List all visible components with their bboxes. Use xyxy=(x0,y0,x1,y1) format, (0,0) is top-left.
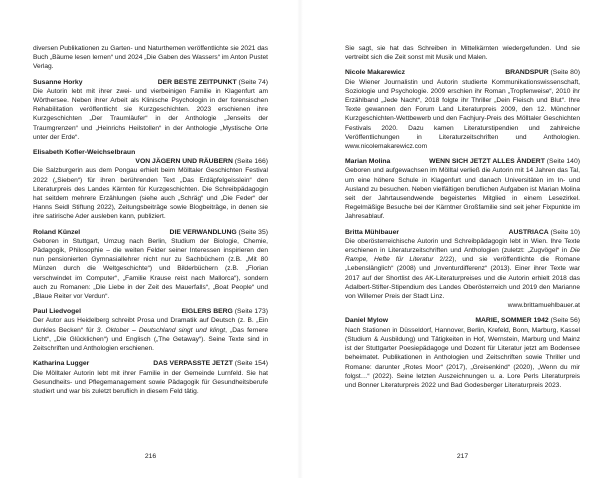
bio-text-part: , „Das fernere Licht“, „Die Glücklichen“) und Englisch („The Getaway“). Seine Texte sind in Zeitschriften und Anthologien erschienen. xyxy=(33,326,268,353)
left-intro-paragraph: diversen Publikationen zu Garten- und Naturthemen veröffentlichte sie 2021 das Buch „Bäume lesen lernen“ und 2024 „Die Gaben des Wassers“ im Anton Pustet Verlag. xyxy=(33,45,268,71)
author-heading xyxy=(345,68,580,77)
author-entry-lugger xyxy=(33,359,268,396)
page-number: 216 xyxy=(144,453,157,460)
bio-text-part: Die oberösterreichische Autorin und Schreibpädagogin lebt in Wien. Ihre Texte erschienen in Literaturzeitschriften und Anthologien (zuletzt: „Zugvögel“ in xyxy=(345,237,580,255)
story-title: EIGLERS BERG xyxy=(181,308,233,316)
story-title: VON JÄGERN UND RÄUBERN xyxy=(135,158,233,166)
author-bio xyxy=(345,78,580,152)
author-name: Roland Künzel xyxy=(33,228,81,236)
author-heading xyxy=(33,78,268,87)
author-name: Daniel Mylow xyxy=(345,317,389,325)
author-heading xyxy=(345,316,580,325)
author-heading xyxy=(33,307,268,316)
story-title: MARIE, SOMMER 1942 xyxy=(475,317,549,325)
page-reference: (Seite 56) xyxy=(550,317,580,325)
story-title: DAS VERPASSTE JETZT xyxy=(153,360,233,368)
author-name: Britta Mühlbauer xyxy=(345,228,400,236)
author-entry-horky xyxy=(33,78,268,142)
author-heading xyxy=(33,359,268,368)
author-bio: Geboren in Stuttgart, Umzug nach Berlin, Studium der Biologie, Chemie, Pädagogik, Philosophie – die weiten Felder seiner Interessen inspirieren den nun pensionierten Gymnasiallehrer nicht nur zu Sachbüchern (z.B. „Mit 80 Münzen durch die Weltgeschichte“) und Bilderbüchern (z.B. „Florian verschwindet im Computer“, „Familie Krause reist nach Mallorca“), sondern auch zu Romanen: „Die Liebe in der Zeit des Mauerfalls“, „Boat People“ und „Blaue Reiter vor Verdun“. xyxy=(33,237,268,301)
right-text-block xyxy=(345,44,580,390)
story-title-ref xyxy=(505,68,580,77)
right-intro-paragraph: Sie sagt, sie hat das Schreiben in Mittelkärnten wiedergefunden. Und sie vertreibt sich die Zeit sonst mit Musik und Malen. xyxy=(345,45,580,62)
author-website: www.brittamuehlbauer.at xyxy=(507,302,580,310)
story-title-ref xyxy=(181,307,268,316)
left-page xyxy=(33,0,268,478)
story-title-ref xyxy=(475,316,580,325)
page-reference: (Seite 166) xyxy=(234,158,268,166)
author-heading xyxy=(33,228,268,237)
author-name: Marian Molina xyxy=(345,158,391,166)
author-bio: Geboren und aufgewachsen im Mölltal verließ die Autorin mit 14 Jahren das Tal, um eine höhere Schule in Klagenfurt und danach Universitäten im In- und Ausland zu besuchen. Neben vielfältigen beruflichen Aufgaben ist Marian Molina seit der Jahrtausendwende begeistertes Mitglied in einem Lesezirkel. Regelmäßige Besuche bei der Kärntner Großfamilie sind seit jeher Fixpunkte im Jahresablauf. xyxy=(345,167,580,221)
bio-text-part: Die Wiener Journalistin und Autorin studierte Kommunikationswissenschaft, Soziologie und Psychologie. 2009 erschien ihr Roman „Tropfenweise“, 2010 ihr Erzählband „Jede Nacht“, 2018 folgte ihr Thriller „Dein Fleisch und Blut“. Ihre Texte gewannen den Forum Land Literaturpreis 2009, den 12. Münchner Kurzgeschichten-Wettbewerb und den Fachjury-Preis des Mölltaler Geschichten Festivals 2020. Dazu kamen Literaturstipendien und zahlreiche Veröffentlichungen in Literaturzeitschriften und Anthologien. xyxy=(345,78,580,141)
author-heading xyxy=(345,157,580,166)
author-entry-muehlbauer xyxy=(345,228,580,311)
page-reference: (Seite 173) xyxy=(234,308,268,316)
left-text-block xyxy=(33,44,268,396)
bio-text-part: 2/22), und sie veröffentlichte die Romane „Lebenslänglich“ (2008) und „Inventurdifferenz“ (2013). Einer ihrer Texte war 2017 auf der Shortlist des AK-Literaturpreises und die Autorin erhielt 2018 das Adalbert-Stifter-Stipendium des Landes Oberösterreich und 2019 den Marianne von Willemer Preis der Stadt Linz. xyxy=(345,256,581,301)
story-title: WENN SICH JETZT ALLES ÄNDERT xyxy=(429,158,545,166)
story-title: DER BESTE ZEITPUNKT xyxy=(157,78,237,86)
author-heading xyxy=(345,228,580,237)
author-name: Susanne Horky xyxy=(33,78,83,86)
author-bio: Die Autorin lebt mit ihrer zwei- und vierbeinigen Familie in Klagenfurt am Wörthersee. Neben ihrer Arbeit als Klinische Psychologin in der forensischen Rehabilitation veröffentlicht sie Kurzgeschichten. 2023 erschienen ihre Kurzgeschichten „Der Traumläufer“ in der Anthologie „Jenseits der Traumgrenzen“ und „Heinrichs Heilstollen“ in der Anthologie „Mystische Orte unter der Erde“. xyxy=(33,87,268,141)
page-reference: (Seite 74) xyxy=(238,78,268,86)
bio-text-italic: 3. Oktober – Deutschland singt und klingt xyxy=(96,326,226,334)
author-entry-makarewicz xyxy=(345,68,580,151)
author-bio xyxy=(345,237,580,301)
story-title-ref xyxy=(158,78,268,87)
page-reference: (Seite 35) xyxy=(238,228,268,236)
author-entry-molina xyxy=(345,157,580,221)
author-name: Paul Liedvogel xyxy=(33,308,81,316)
story-title: DIE VERWANDLUNG xyxy=(169,228,237,236)
page-reference: (Seite 140) xyxy=(546,158,580,166)
page-reference: (Seite 10) xyxy=(550,228,580,236)
story-title-ref xyxy=(429,157,580,166)
story-title-ref xyxy=(509,228,580,237)
bio-text-italic: Die Rampe, Hefte für Literatur xyxy=(345,247,580,264)
page-reference: (Seite 80) xyxy=(550,69,580,77)
story-title-ref xyxy=(33,157,268,166)
story-title-ref xyxy=(170,228,268,237)
story-title: BRANDSPUR xyxy=(505,69,549,77)
author-bio: Die Salzburgerin aus dem Pongau erhielt beim Mölltaler Geschichten Festival 2022 („Sieben“) für ihren berührenden Text „Das Erdäpfelgeisslein“ den Literaturpreis des Landes Kärnten für Kurzgeschichten. Die Schreibpädagogin hat seitdem mehrere Erzählungen (siehe auch „Schräg“ und „Die Feder“ der Hanns Seidl Stiftung 2022), Zeitungsbeiträge sowie Blogbeiträge, in denen sie ihre satirische Ader ausleben kann, publiziert. xyxy=(33,167,268,221)
author-entry-kofler-weichselbraun xyxy=(33,148,268,222)
story-title-ref xyxy=(153,359,268,368)
author-entry-kuenzel xyxy=(33,228,268,302)
author-bio xyxy=(33,316,268,353)
author-entry-liedvogel xyxy=(33,307,268,353)
page-reference: (Seite 154) xyxy=(234,360,268,368)
author-name: Katharina Lugger xyxy=(33,360,90,368)
author-bio: Die Mölltaler Autorin lebt mit ihrer Familie in der Gemeinde Lurnfeld. Sie hat Gesundheits- und Pflegemanagement sowie Pädagogik für Gesundheitsberufe studiert und war bis zuletzt beruflich in diesem Feld tätig. xyxy=(33,369,268,395)
author-website: www.nicolemakarewicz.com xyxy=(345,143,428,151)
author-name: Nicole Makarewicz xyxy=(345,69,406,77)
story-title: AUSTRIACA xyxy=(508,228,549,236)
author-bio: Nach Stationen in Düsseldorf, Hannover, Berlin, Krefeld, Bonn, Marburg, Kassel (Studium & Ausbildung) und Tätigkeiten in Hof, Wernstein, Marburg und Mainz ist der Stuttgarter Poesiepädagoge und Dozent für Literatur jetzt am Bodensee beheimatet. Publikationen in Anthologien und Zeitschriften sowie Thriller und Romane: darunter „Rotes Moor“ (2017), „Greisenkind“ (2020), „Wenn du mir folgst…“ (2022). Seine letzten Auszeichnungen u. a. Lore Perls Literaturpreis und Bonner Literaturpreis 2022 und Bad Godesberger Literaturpreis 2023. xyxy=(345,326,580,389)
bio-text-part: Der Autor aus Heidelberg schreibt Prosa und Dramatik auf Deutsch (z. B. „Ein dunkles Becken“ für xyxy=(33,317,268,334)
author-name: Elisabeth Kofler-Weichselbraun xyxy=(33,149,136,157)
author-entry-mylow xyxy=(345,316,580,390)
book-gutter xyxy=(297,0,303,478)
page-number: 217 xyxy=(456,453,469,460)
right-page xyxy=(345,0,580,478)
